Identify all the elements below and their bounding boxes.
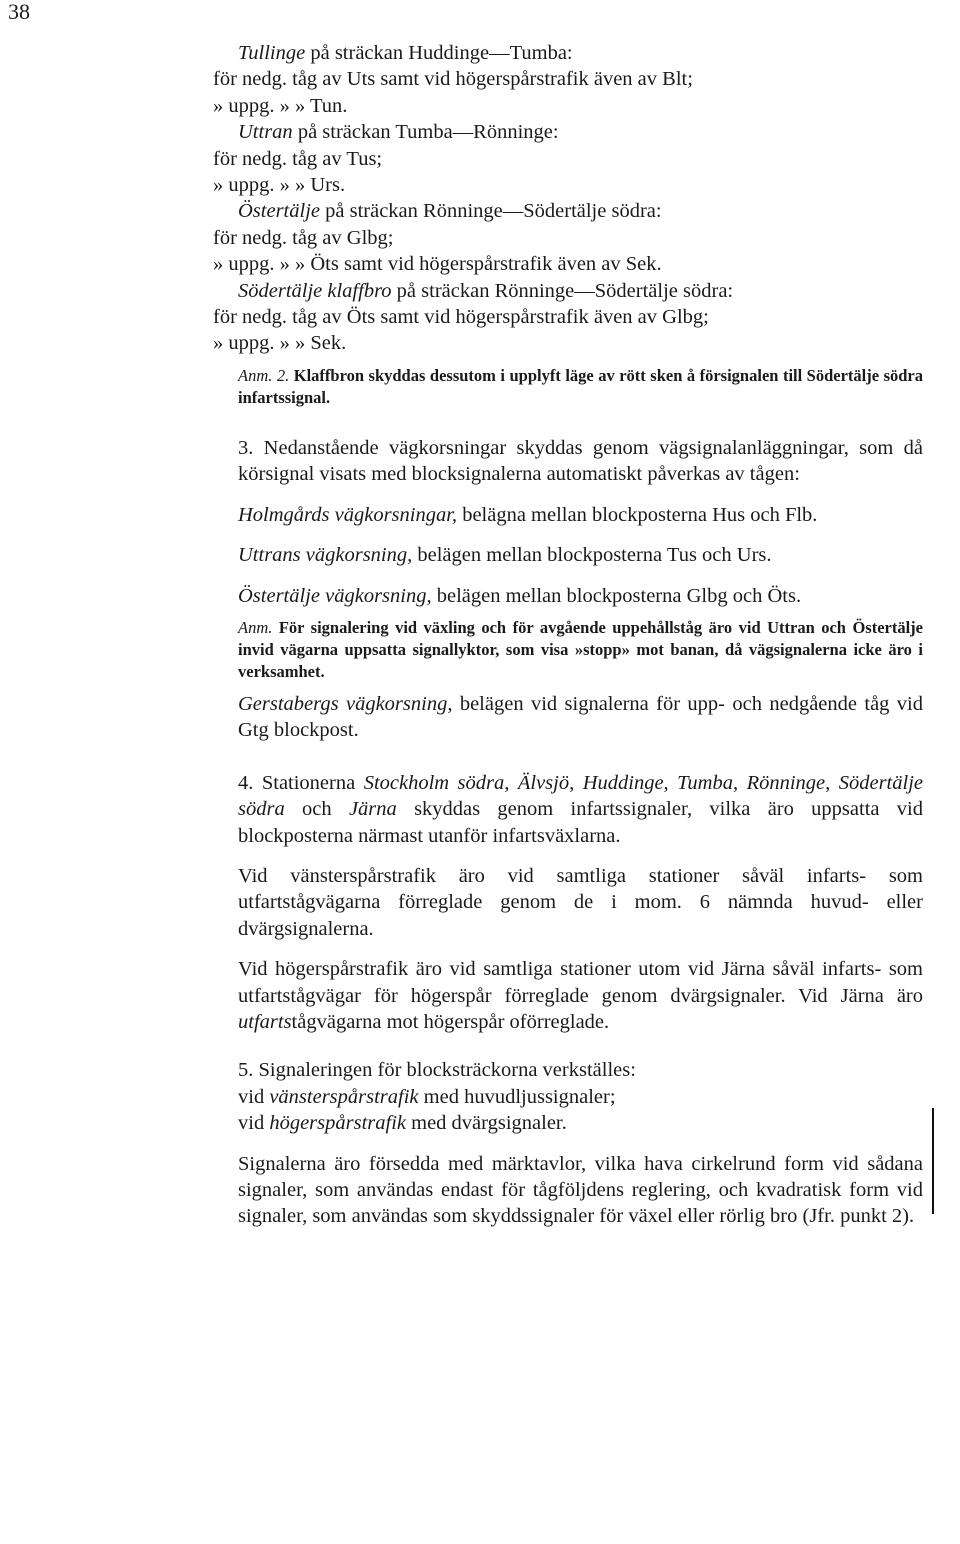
tullinge-line-1: för nedg. tåg av Uts samt vid högerspårstrafik även av Blt; <box>213 68 693 91</box>
text-run: Vid högerspårstrafik äro vid samtliga stationer utom vid Järna såväl infarts- som utfartstågvägar för högerspår förreglade genom dvärgsignaler. Vid Järna äro <box>238 958 923 1007</box>
note-text: För signalering vid växling och för avgående uppehållståg äro vid Uttran och Östertälje invid vägarna uppsatta signallyktor, som visa »stopp» mot banan, då vägsignalerna icke äro i verksamhet. <box>238 617 923 681</box>
note-label: Anm. 2. <box>238 365 290 385</box>
place-name: Södertälje klaffbro <box>238 279 392 302</box>
section-5-paragraph: Signalerna äro försedda med märktavlor, vilka hava cirkelrund form vid sådana signaler, som användas endast för tågföljdens reglering, och kvadratisk form vid signaler, som användas som skyddssignaler för växel eller rörlig bro (Jfr. punkt 2). <box>238 1152 923 1228</box>
text-run: vid <box>238 1085 270 1108</box>
route-text: på sträckan Huddinge—Tumba: <box>305 42 573 64</box>
uttrans-paragraph <box>213 542 923 568</box>
crossing-name: Holmgårds vägkorsningar, <box>238 503 458 526</box>
note-anm-2 <box>213 365 923 409</box>
uttran-line-2: » uppg. » » Urs. <box>213 174 346 197</box>
holmgards-paragraph <box>213 502 923 528</box>
uttran-line-1: för nedg. tåg av Tus; <box>213 147 383 170</box>
place-name: Tullinge <box>238 42 306 64</box>
ostertalje-line-1: för nedg. tåg av Glbg; <box>213 226 394 249</box>
klaffbro-heading <box>213 278 923 304</box>
crossing-text: belägna mellan blockposterna Hus och Flb. <box>457 503 818 526</box>
crossing-text: belägen mellan blockposterna Glbg och Öts. <box>431 584 802 607</box>
emphasis: utfarts <box>238 1010 292 1033</box>
section-4-paragraph-1 <box>213 770 923 849</box>
text-run: skyddas genom infartssignaler, vilka äro uppsatta vid blockposterna närmast utanför infartsväxlarna. <box>238 798 923 847</box>
margin-change-bar <box>932 1108 934 1214</box>
emphasis: vänsterspårstrafik <box>269 1085 419 1108</box>
note-text: Klaffbron skyddas dessutom i upplyft läge av rött sken å försignalen till Södertälje södra infartssignal. <box>238 365 923 407</box>
ostertalje-line-2: » uppg. » » Öts samt vid högerspårstrafik även av Sek. <box>213 253 662 276</box>
emphasis: högerspårstrafik <box>269 1112 407 1135</box>
crossing-text: belägen mellan blockposterna Tus och Urs. <box>412 544 772 567</box>
route-text: på sträckan Tumba—Rönninge: <box>292 121 559 144</box>
section-5-line-2 <box>213 1110 923 1136</box>
crossing-name: Gerstabergs vägkorsning, <box>238 692 453 715</box>
page-number: 38 <box>8 0 30 24</box>
crossing-name: Uttrans vägkorsning, <box>238 544 413 567</box>
route-text: på sträckan Rönninge—Södertälje södra: <box>320 200 662 223</box>
ostertalje-heading <box>213 198 923 224</box>
uttran-heading <box>213 119 923 145</box>
section-3-intro: 3. Nedanstående vägkorsningar skyddas genom vägsignalanläggningar, som då körsignal visats med blocksignalerna automatiskt påverkas av tågen: <box>238 436 923 486</box>
ostertalje-crossing-paragraph <box>213 583 923 609</box>
text-run: 4. Stationerna <box>238 771 364 794</box>
text-run: vid <box>238 1112 270 1135</box>
crossing-name: Östertälje vägkorsning, <box>238 584 432 607</box>
section-5-line-1 <box>213 1084 923 1110</box>
klaffbro-line-2: » uppg. » » Sek. <box>213 332 347 355</box>
section-4-paragraph-3 <box>213 956 923 1035</box>
text-run: med dvärgsignaler. <box>406 1112 567 1135</box>
note-label: Anm. <box>238 617 273 637</box>
section-4-paragraph-2: Vid vänsterspårstrafik äro vid samtliga stationer såväl infarts- som utfartstågvägarna förreglade genom de i mom. 6 nämnda huvud- eller dvärgsignalerna. <box>238 864 923 940</box>
tullinge-heading <box>213 40 923 66</box>
crossing-text: belägen vid signalerna för upp- och nedgående tåg vid Gtg blockpost. <box>238 692 923 742</box>
place-name: Uttran <box>238 121 293 144</box>
text-run: och <box>284 798 349 821</box>
station-list: Stockholm södra, Älvsjö, Huddinge, Tumba, Rönninge, Södertälje södra <box>238 771 923 821</box>
text-run: tågvägarna mot högerspår oförreglade. <box>291 1010 610 1033</box>
tullinge-line-2: » uppg. » » Tun. <box>213 94 348 117</box>
section-5-heading: 5. Signaleringen för blocksträckorna verkställes: <box>238 1059 636 1082</box>
gerstabergs-paragraph <box>213 691 923 744</box>
note-anm <box>213 617 923 683</box>
document-body <box>213 40 923 1230</box>
station-name: Järna <box>348 798 397 821</box>
place-name: Östertälje <box>238 200 320 223</box>
route-text: på sträckan Rönninge—Södertälje södra: <box>391 279 734 302</box>
klaffbro-line-1: för nedg. tåg av Öts samt vid högerspårstrafik även av Glbg; <box>213 306 709 329</box>
text-run: med huvudljussignaler; <box>418 1085 616 1108</box>
